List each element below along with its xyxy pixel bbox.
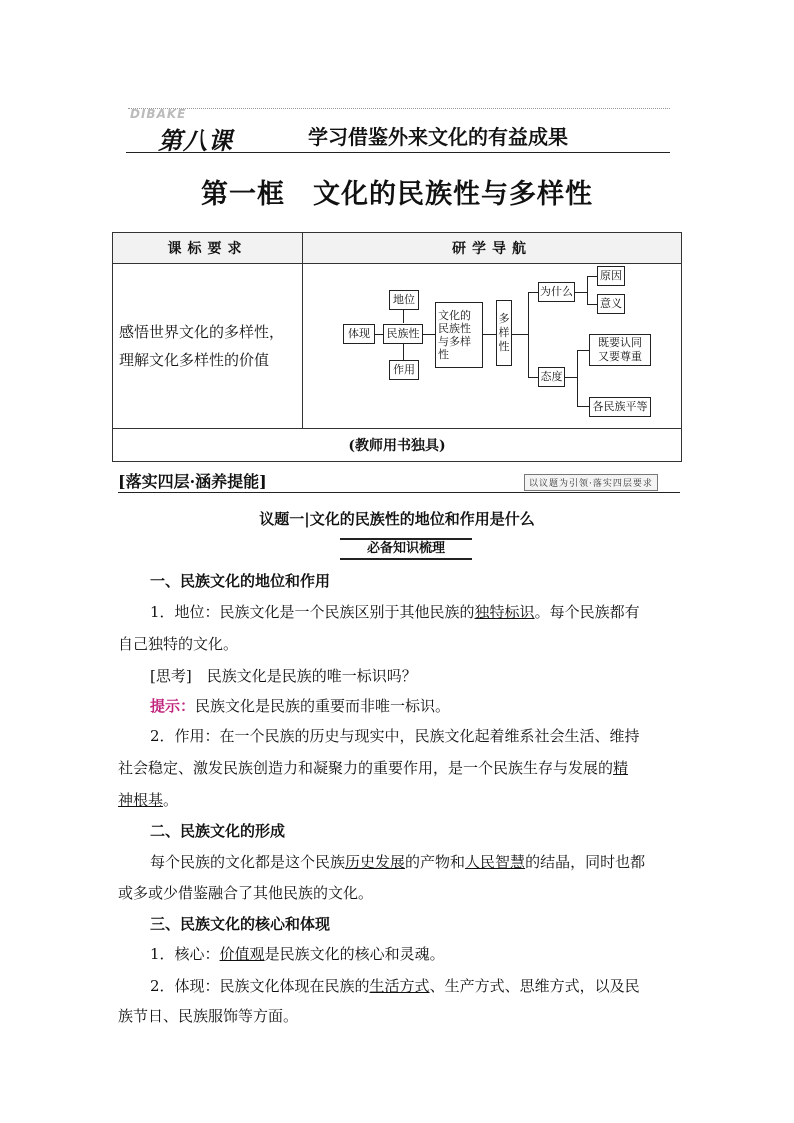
lesson-ghost-text: DIBAKE	[130, 107, 187, 121]
node-center: 文化的民族性与多样性	[435, 302, 483, 368]
node-jiyao: 既要认同又要尊重	[589, 334, 651, 366]
connector-line	[528, 292, 538, 293]
node-yuanyin: 原因	[597, 266, 625, 286]
connector-line	[512, 334, 528, 335]
connector-line	[423, 334, 435, 335]
underlined-term: 人民智慧	[465, 853, 526, 871]
text-run: 的产物和	[405, 853, 466, 871]
paragraph-2-line3	[118, 784, 678, 816]
connector-line	[577, 350, 589, 351]
connector-line	[483, 334, 496, 335]
section-bar-rule	[118, 492, 680, 493]
connector-line	[587, 276, 588, 304]
text-run: 、生产方式、思维方式，以及民	[429, 977, 640, 995]
connector-line	[587, 276, 597, 277]
table-footer: (教师用书独具)	[113, 429, 682, 462]
paragraph-1-cont: 自己独特的文化。	[118, 635, 239, 653]
header-rule	[126, 152, 670, 153]
connector-line	[565, 377, 577, 378]
node-tixian: 体现	[343, 324, 375, 344]
requirements-table	[112, 232, 682, 462]
node-taidu: 态度	[538, 367, 565, 387]
col-header-requirements: 课标要求	[113, 233, 303, 264]
paragraph-2-line2	[118, 752, 678, 784]
header-dotted-rule	[128, 108, 670, 109]
underlined-term: 生活方式	[369, 977, 430, 995]
text-run: 社会稳定、激发民族创造力和凝聚力的重要作用，是一个民族生存与发展的	[118, 759, 614, 777]
hint-text: 民族文化是民族的重要而非唯一标识。	[195, 697, 451, 715]
node-yiyi: 意义	[597, 294, 625, 314]
connector-line	[403, 344, 404, 360]
navigation-diagram	[303, 264, 682, 429]
requirements-cell	[113, 264, 303, 429]
connector-line	[528, 292, 529, 378]
lesson-number: 第八课	[158, 127, 233, 155]
paragraph-2: 2．作用：在一个民族的历史与现实中，民族文化起着维系社会生活、维持	[150, 727, 640, 745]
underlined-term: 神根基	[118, 791, 164, 809]
hint-label: 提示：	[150, 697, 196, 715]
underlined-term: 精	[613, 759, 629, 777]
heading-1: 一、民族文化的地位和作用	[150, 572, 331, 590]
course-title: 学习借鉴外来文化的有益成果	[308, 125, 568, 149]
text-run: 是民族文化的核心和灵魂。	[264, 945, 445, 963]
paragraph-5	[118, 970, 678, 1002]
connector-line	[528, 377, 538, 378]
connector-line	[577, 406, 589, 407]
node-pingdeng: 各民族平等	[589, 397, 651, 417]
col-header-navigation: 研学导航	[303, 233, 682, 264]
page-title: 第一框 文化的民族性与多样性	[201, 179, 593, 210]
node-weishenme: 为什么	[538, 282, 575, 302]
connector-line	[403, 310, 404, 323]
requirement-line-1: 感悟世界文化的多样性，	[119, 323, 285, 341]
paragraph-5-cont: 族节日、民族服饰等方面。	[118, 1007, 299, 1025]
topic-title: 议题一|文化的民族性的地位和作用是什么	[259, 510, 535, 528]
paragraph-3	[118, 846, 678, 878]
paragraph-1	[118, 596, 678, 628]
connector-line	[575, 292, 587, 293]
underlined-term: 独特标识	[474, 603, 535, 621]
section-bar-title: [落实四层·涵养提能]	[118, 472, 267, 491]
underlined-term: 价值观	[219, 945, 265, 963]
node-zuoyong: 作用	[389, 360, 419, 380]
heading-3: 三、民族文化的核心和体现	[150, 915, 331, 933]
text-run: 。	[163, 791, 179, 809]
think-question	[118, 660, 678, 692]
paragraph-3-cont: 或多或少借鉴融合了其他民族的文化。	[118, 884, 374, 902]
hint	[118, 690, 678, 722]
connector-line	[587, 304, 597, 305]
node-duoyangxing: 多样性	[496, 300, 512, 366]
text-run: 每个民族的文化都是这个民族	[150, 853, 346, 871]
requirement-line-2: 理解文化多样性的价值	[119, 351, 270, 369]
text-run: 。每个民族都有	[534, 603, 640, 621]
connector-line	[577, 350, 578, 407]
node-diwei: 地位	[389, 290, 419, 310]
knowledge-box-title: 必备知识梳理	[340, 538, 472, 560]
think-label: [思考]	[150, 667, 192, 685]
node-minzuxing: 民族性	[383, 324, 423, 344]
underlined-term: 历史发展	[345, 853, 406, 871]
think-text: 民族文化是民族的唯一标识吗？	[191, 667, 417, 685]
text-run: 的结晶，同时也都	[525, 853, 646, 871]
text-run: 1．地位：民族文化是一个民族区别于其他民族的	[150, 603, 475, 621]
paragraph-4	[118, 938, 678, 970]
heading-2: 二、民族文化的形成	[150, 822, 286, 840]
text-run: 1．核心：	[150, 945, 220, 963]
text-run: 2．体现：民族文化体现在民族的	[150, 977, 370, 995]
section-bar-tag: 以议题为引领·落实四层要求	[524, 474, 658, 491]
